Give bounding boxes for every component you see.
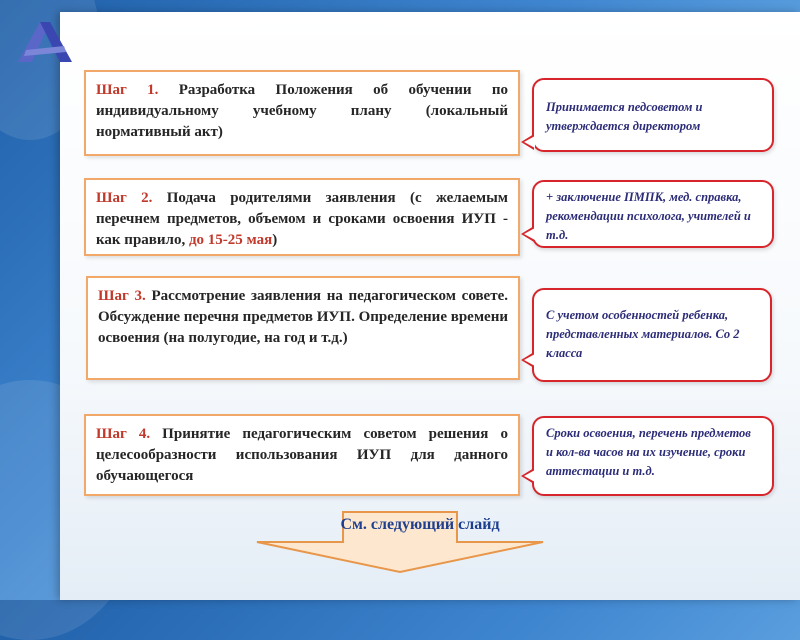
step-2-deadline: до 15-25 мая: [188, 232, 273, 248]
callout-1-text: Принимается педсоветом и утверждается директором: [546, 100, 703, 133]
callout-3: [532, 288, 772, 382]
callout-3-pointer-fill: [524, 354, 535, 366]
callout-2: [532, 180, 774, 248]
step-4-box: [84, 414, 520, 496]
step-2-text: Подача родителями заявления (с желаемым перечнем предметов, объемом и сроками освоения ИУП - как правило,: [96, 190, 508, 248]
step-4-label: Шаг 4.: [96, 426, 151, 442]
step-2-text-end: ): [272, 232, 278, 248]
step-1-box: [84, 70, 520, 156]
step-3-text: Рассмотрение заявления на педагогическом совете. Обсуждение перечня предметов ИУП. Определение времени освоения (на полугодие, на год и т.д.): [98, 288, 508, 346]
callout-2-pointer-fill: [524, 228, 535, 240]
callout-3-text: С учетом особенностей ребенка, представленных материалов. Со 2 класса: [546, 308, 740, 360]
logo-icon: [10, 18, 80, 66]
step-3-box: [86, 276, 520, 380]
callout-1-pointer-fill: [524, 136, 535, 148]
callout-2-text: + заключение ПМПК, мед. справка, рекомендации психолога, учителей и т.д.: [546, 190, 751, 242]
step-2-box: [84, 178, 520, 256]
callout-1: [532, 78, 774, 152]
step-2-label: Шаг 2.: [96, 190, 153, 206]
step-1-label: Шаг 1.: [96, 82, 159, 98]
next-slide-label[interactable]: См. следующий слайд: [340, 516, 500, 533]
callout-4: [532, 416, 774, 496]
callout-4-pointer-fill: [524, 470, 535, 482]
step-4-text: Принятие педагогическим советом решения о целесообразности использования ИУП для данного обучающегося: [96, 426, 508, 484]
step-1-text: Разработка Положения об обучении по индивидуальному учебному плану (локальный нормативный акт): [96, 82, 508, 140]
step-3-label: Шаг 3.: [98, 288, 146, 304]
callout-4-text: Сроки освоения, перечень предметов и кол-ва часов на их изучение, сроки аттестации и т.д.: [546, 426, 751, 478]
